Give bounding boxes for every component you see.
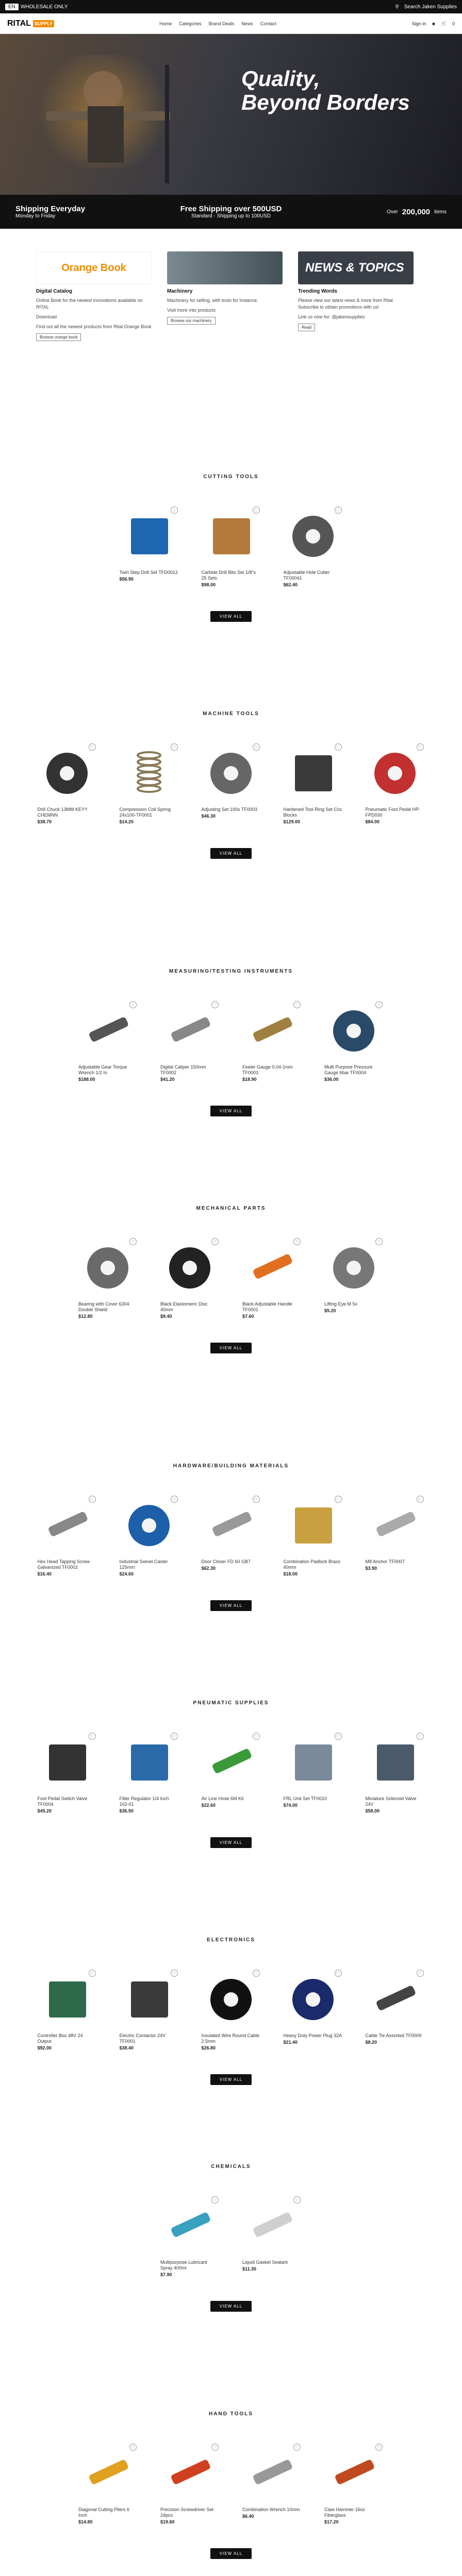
product-name[interactable]: Insulated Wire Round Cable 2.5mm	[201, 2033, 260, 2044]
product-image[interactable]	[324, 1000, 384, 1059]
product-row	[0, 505, 462, 587]
search-icon[interactable]: ⚲	[395, 4, 399, 10]
promo-image[interactable]: Orange Book	[36, 251, 152, 284]
product-price: $18.90	[242, 1077, 257, 1082]
product-name[interactable]: Miniature Solenoid Valve 24V	[365, 1796, 417, 1807]
nav-item-news[interactable]: News	[241, 21, 253, 26]
wishlist-heart-icon[interactable]: ♡	[417, 1733, 424, 1740]
product-card[interactable]	[324, 1237, 384, 1319]
product-card[interactable]	[284, 505, 343, 587]
product-card[interactable]	[284, 1969, 343, 2050]
promo-body: Online Book for the newest innovations available on RITAL	[36, 298, 143, 310]
product-image[interactable]	[242, 1237, 302, 1296]
product-price: $26.80	[201, 2045, 216, 2050]
product-name[interactable]: Lifting Eye M 5x	[324, 1301, 358, 1307]
product-row	[0, 1000, 462, 1082]
product-card[interactable]	[366, 1495, 425, 1577]
wishlist-heart-icon[interactable]: ♡	[171, 506, 178, 514]
items-prefix: Over	[387, 209, 398, 215]
wishlist-heart-icon[interactable]: ♡	[293, 2444, 301, 2451]
product-card[interactable]	[38, 1732, 97, 1814]
product-name[interactable]: M8 Anchor TF0007	[365, 1559, 405, 1564]
product-card[interactable]	[78, 2443, 138, 2524]
promo-button[interactable]: Browse our machinery	[167, 317, 216, 325]
product-card[interactable]	[202, 1969, 261, 2050]
product-price: $45.20	[37, 1808, 52, 1814]
product-price: $84.00	[365, 819, 380, 824]
product-section	[0, 2164, 462, 2312]
product-card[interactable]	[242, 2443, 302, 2524]
product-card[interactable]	[120, 1732, 179, 1814]
wishlist-heart-icon[interactable]: ♡	[335, 1733, 342, 1740]
wishlist-heart-icon[interactable]: ♡	[171, 743, 178, 751]
product-name[interactable]: Door Closer FD 60 GB7	[201, 1559, 251, 1564]
wishlist-heart-icon[interactable]: ♡	[293, 2196, 301, 2204]
shipping-title: Shipping Everyday	[15, 205, 86, 213]
product-section	[0, 1463, 462, 1611]
wishlist-heart-icon[interactable]: ♡	[417, 1970, 424, 1977]
product-name[interactable]: Combination Wrench 10mm	[242, 2507, 300, 2512]
product-image[interactable]	[38, 1969, 97, 2028]
wishlist-heart-icon[interactable]: ♡	[335, 743, 342, 751]
section-title: HARDWARE/BUILDING MATERIALS	[173, 1463, 289, 1469]
product-card[interactable]	[366, 1732, 425, 1814]
product-name[interactable]: Combination Padlock Brass 40mm	[283, 1559, 341, 1570]
promo-title: Digital Catalog	[36, 289, 73, 294]
product-price: $8.20	[365, 2040, 377, 2045]
wishlist-heart-icon[interactable]: ♡	[89, 1496, 96, 1503]
wishlist-heart-icon[interactable]: ♡	[171, 1970, 178, 1977]
view-all-button[interactable]: VIEW ALL	[210, 2074, 252, 2085]
product-card[interactable]	[38, 742, 97, 824]
product-name[interactable]: FRL Unit Set TF0010	[283, 1796, 327, 1801]
wishlist-heart-icon[interactable]: ♡	[89, 1733, 96, 1740]
product-price: $14.80	[78, 2519, 93, 2524]
product-price: $98.00	[201, 582, 216, 587]
product-price: $56.90	[119, 577, 134, 582]
product-name[interactable]: Liquid Gasket Sealant	[242, 2260, 288, 2265]
product-image[interactable]	[284, 1969, 343, 2028]
product-name[interactable]: Multipurpose Lubricant Spray 400ml	[160, 2260, 208, 2270]
nav-item-categories[interactable]: Categories	[179, 21, 202, 26]
wishlist-heart-icon[interactable]: ♡	[211, 2196, 219, 2204]
product-row	[0, 1969, 462, 2050]
search-label[interactable]: Search Jaken Supplies	[404, 4, 457, 10]
product-image[interactable]	[366, 1969, 425, 2028]
product-price: $7.60	[242, 1314, 254, 1319]
wishlist-heart-icon[interactable]: ♡	[293, 1001, 301, 1008]
product-card[interactable]	[242, 2195, 302, 2277]
product-card[interactable]	[120, 505, 179, 587]
nav-item-contact[interactable]: Contact	[260, 21, 276, 26]
product-image[interactable]	[366, 1495, 425, 1554]
wishlist-heart-icon[interactable]: ♡	[129, 1238, 137, 1245]
view-all-button[interactable]: VIEW ALL	[210, 1343, 252, 1353]
hero-banner	[0, 34, 462, 195]
wishlist-heart-icon[interactable]: ♡	[375, 2444, 383, 2451]
section-title: ELECTRONICS	[207, 1937, 255, 1943]
items-count: 200,000	[402, 207, 431, 216]
product-card[interactable]	[120, 1969, 179, 2050]
product-card[interactable]	[202, 1495, 261, 1577]
promo-button[interactable]: Browse orange book	[36, 333, 81, 341]
product-card[interactable]	[284, 742, 343, 824]
promo-image[interactable]: NEWS & TOPICS	[298, 251, 414, 284]
product-image[interactable]	[120, 1969, 179, 2028]
section-title: MEASURING/TESTING INSTRUMENTS	[169, 969, 293, 974]
product-card[interactable]	[366, 742, 425, 824]
product-price: $74.00	[283, 1803, 298, 1808]
product-price: $188.00	[78, 1077, 95, 1082]
product-image[interactable]	[120, 505, 179, 565]
product-price: $62.40	[283, 582, 298, 587]
user-icon[interactable]: ☻	[431, 21, 436, 26]
product-name[interactable]: Adjusting Set 100x TF0003	[201, 807, 257, 812]
product-image[interactable]	[38, 1495, 97, 1554]
product-name[interactable]: Heavy Duty Power Plug 32A	[283, 2033, 342, 2038]
wishlist-heart-icon[interactable]: ♡	[211, 2444, 219, 2451]
product-name[interactable]: Electric Contactor 24V TF0001	[119, 2033, 166, 2044]
product-name[interactable]: Black Adjustable Handle TF0001	[242, 1301, 293, 1312]
wishlist-heart-icon[interactable]: ♡	[253, 506, 260, 514]
product-price: $5.20	[324, 1308, 336, 1313]
product-card[interactable]	[324, 2443, 384, 2524]
product-card[interactable]	[284, 1732, 343, 1814]
view-all-button[interactable]: VIEW ALL	[210, 1837, 252, 1848]
hero-worker-illustration	[0, 34, 462, 195]
product-price: $38.40	[119, 2045, 134, 2050]
product-name[interactable]: Controller Box 48V 24 Output	[37, 2033, 83, 2044]
product-name[interactable]: Pneumatic Foot Pedal HP-FPD030	[365, 807, 421, 818]
free-shipping-sub: Standard - Shipping up to 100USD	[191, 213, 271, 219]
promo-extra: Download	[36, 314, 57, 319]
product-price: $7.90	[160, 2272, 172, 2277]
section-title: CHEMICALS	[211, 2164, 251, 2170]
product-price: $58.00	[365, 1808, 380, 1814]
section-title: PNEUMATIC SUPPLIES	[193, 1700, 269, 1706]
promo-extra: Link us now for: @jakensupplies	[298, 314, 365, 319]
wishlist-heart-icon[interactable]: ♡	[335, 1496, 342, 1503]
promo-body: Machinery for selling, with tools for instance.	[167, 298, 258, 303]
items-suffix: items	[434, 209, 447, 215]
product-section	[0, 474, 462, 622]
product-card[interactable]	[202, 1732, 261, 1814]
account-link[interactable]: Sign in	[411, 21, 426, 26]
product-card[interactable]	[284, 1495, 343, 1577]
site-header	[0, 13, 462, 34]
product-price: $9.40	[160, 1314, 172, 1319]
product-row	[0, 1495, 462, 1577]
product-name[interactable]: Adjustable Hole Cutter TF00041	[283, 570, 330, 581]
product-card[interactable]	[324, 1000, 384, 1082]
product-name[interactable]: Precision Screwdriver Set 24pcs	[160, 2507, 214, 2518]
promo-extra: Visit more into products	[167, 308, 216, 313]
promo-card	[36, 251, 152, 340]
shipping-sub: Monday to Friday	[15, 213, 56, 219]
product-image[interactable]	[202, 1969, 261, 2028]
wishlist-heart-icon[interactable]: ♡	[171, 1496, 178, 1503]
product-image[interactable]	[366, 1732, 425, 1791]
product-image[interactable]	[284, 505, 343, 565]
product-price: $92.00	[37, 2045, 52, 2050]
product-image[interactable]	[202, 505, 261, 565]
product-image[interactable]	[284, 1495, 343, 1554]
promo-button[interactable]: Read	[298, 324, 315, 331]
product-section	[0, 1206, 462, 1353]
product-image[interactable]	[120, 742, 179, 802]
product-card[interactable]	[160, 1237, 220, 1319]
nav-item-brand-deals[interactable]: Brand Deals	[208, 21, 235, 26]
section-title: MECHANICAL PARTS	[196, 1206, 266, 1211]
product-name[interactable]: Foot Pedal Switch Valve TF0004	[37, 1796, 88, 1807]
product-image[interactable]	[284, 1732, 343, 1791]
product-name[interactable]: Twin Step Drill Set TFD0012	[119, 570, 178, 575]
wishlist-heart-icon[interactable]: ♡	[211, 1001, 219, 1008]
product-price: $18.00	[283, 1571, 298, 1577]
product-row	[0, 1732, 462, 1814]
wishlist-heart-icon[interactable]: ♡	[129, 2444, 137, 2451]
product-price: $16.40	[37, 1571, 52, 1577]
product-card[interactable]	[160, 2195, 220, 2277]
wishlist-heart-icon[interactable]: ♡	[417, 743, 424, 751]
product-price: $3.90	[365, 1566, 377, 1571]
product-card[interactable]	[366, 1969, 425, 2050]
product-image[interactable]	[160, 1237, 220, 1296]
wishlist-heart-icon[interactable]: ♡	[171, 1733, 178, 1740]
product-card[interactable]	[160, 2443, 220, 2524]
free-shipping-title: Free Shipping over 500USD	[180, 205, 282, 213]
product-price: $46.30	[201, 814, 216, 819]
product-card[interactable]	[78, 1000, 138, 1082]
product-image[interactable]	[202, 742, 261, 802]
promo-card	[167, 251, 283, 333]
info-strip	[0, 195, 462, 229]
product-name[interactable]: Hex Head Tapping Screw Galvanized TF0002	[37, 1559, 90, 1570]
product-name[interactable]: Drill Chuck 13MM KEYY CHEMNN	[37, 807, 88, 818]
product-card[interactable]	[242, 1237, 302, 1319]
section-title: HAND TOOLS	[209, 2411, 253, 2417]
view-all-button[interactable]: VIEW ALL	[210, 2301, 252, 2312]
product-image[interactable]	[160, 2195, 220, 2255]
product-name[interactable]: Digital Caliper 150mm TF0002	[160, 1064, 206, 1075]
product-price: $21.40	[283, 2040, 298, 2045]
product-name[interactable]: Adjustable Gear Torque Wrench 1/2 In	[78, 1064, 127, 1075]
product-card[interactable]	[202, 505, 261, 587]
product-image[interactable]	[78, 1000, 138, 1059]
wishlist-heart-icon[interactable]: ♡	[253, 1496, 260, 1503]
wishlist-heart-icon[interactable]: ♡	[335, 506, 342, 514]
product-card[interactable]	[120, 742, 179, 824]
view-all-button[interactable]: VIEW ALL	[210, 2548, 252, 2559]
product-section	[0, 711, 462, 859]
product-image[interactable]	[160, 1000, 220, 1059]
product-price: $24.60	[119, 1571, 134, 1577]
view-all-button[interactable]: VIEW ALL	[210, 1106, 252, 1116]
product-image[interactable]	[160, 2443, 220, 2502]
wishlist-heart-icon[interactable]: ♡	[335, 1970, 342, 1977]
product-section	[0, 1937, 462, 2085]
wishlist-heart-icon[interactable]: ♡	[253, 743, 260, 751]
wishlist-heart-icon[interactable]: ♡	[253, 1733, 260, 1740]
product-name[interactable]: Industrial Swivel Caster 125mm	[119, 1559, 168, 1570]
product-price: $62.30	[201, 1566, 216, 1571]
wishlist-heart-icon[interactable]: ♡	[211, 1238, 219, 1245]
product-price: $17.20	[324, 2519, 339, 2524]
product-image[interactable]	[38, 1732, 97, 1791]
wishlist-heart-icon[interactable]: ♡	[293, 1238, 301, 1245]
promo-title: Machinery	[167, 289, 193, 294]
product-price: $38.70	[37, 819, 52, 824]
wishlist-heart-icon[interactable]: ♡	[253, 1970, 260, 1977]
view-all-button[interactable]: VIEW ALL	[210, 1600, 252, 1611]
wishlist-heart-icon[interactable]: ♡	[375, 1001, 383, 1008]
product-card[interactable]	[202, 742, 261, 824]
product-row	[0, 1237, 462, 1319]
product-name[interactable]: Feeler Gauge 0.04-1mm TF0003	[242, 1064, 293, 1075]
product-image[interactable]	[38, 742, 97, 802]
wholesale-note: WHOLESALE ONLY	[20, 4, 68, 10]
product-price: $22.60	[201, 1803, 216, 1808]
product-image[interactable]	[202, 1495, 261, 1554]
cart-count: 0	[452, 21, 455, 26]
promo-extra2: Find out all the newest products from Rital Orange Book	[36, 324, 152, 329]
product-image[interactable]	[284, 742, 343, 802]
product-price: $11.30	[242, 2266, 257, 2272]
promo-image[interactable]	[167, 251, 283, 284]
wishlist-heart-icon[interactable]: ♡	[89, 1970, 96, 1977]
product-image[interactable]	[78, 1237, 138, 1296]
product-card[interactable]	[160, 1000, 220, 1082]
product-section	[0, 1700, 462, 1848]
product-image[interactable]	[120, 1495, 179, 1554]
promo-body: Please view our latest news & more from Rital. Subscribe to obtain promotions with us!	[298, 298, 394, 310]
product-image[interactable]	[242, 2195, 302, 2255]
section-title: CUTTING TOOLS	[203, 474, 259, 480]
wishlist-heart-icon[interactable]: ♡	[375, 1238, 383, 1245]
promo-card	[298, 251, 414, 333]
language-selector[interactable]: EN	[5, 4, 19, 10]
wishlist-heart-icon[interactable]: ♡	[417, 1496, 424, 1503]
product-row	[0, 2443, 462, 2524]
product-name[interactable]: Multi Purpose Pressure Gauge 6bar TF0004	[324, 1064, 373, 1075]
promo-title: Trending Words	[298, 289, 337, 294]
product-row	[0, 2195, 462, 2277]
product-price: $36.00	[324, 1077, 339, 1082]
product-card[interactable]	[78, 1237, 138, 1319]
product-image[interactable]	[202, 1732, 261, 1791]
product-section	[0, 969, 462, 1116]
section-title: MACHINE TOOLS	[203, 711, 259, 717]
product-price: $129.00	[283, 819, 301, 824]
top-bar	[0, 0, 462, 13]
product-card[interactable]	[242, 1000, 302, 1082]
wishlist-heart-icon[interactable]: ♡	[129, 1001, 137, 1008]
product-image[interactable]	[242, 2443, 302, 2502]
product-price: $41.20	[160, 1077, 175, 1082]
product-image[interactable]	[324, 1237, 384, 1296]
product-price: $36.50	[119, 1808, 134, 1814]
product-price: $19.60	[160, 2519, 175, 2524]
product-name[interactable]: Carbide Drill Bits Set 1/8"x 25 Sets	[201, 570, 256, 581]
product-card[interactable]	[38, 1495, 97, 1577]
product-section	[0, 2411, 462, 2559]
product-name[interactable]: Air Line Hose 6M Kit	[201, 1796, 244, 1801]
view-all-button[interactable]: VIEW ALL	[210, 611, 252, 622]
product-name[interactable]: Claw Hammer 16oz Fiberglass	[324, 2507, 366, 2518]
product-price: $6.40	[242, 2514, 254, 2519]
product-image[interactable]	[366, 742, 425, 802]
product-image[interactable]	[78, 2443, 138, 2502]
wishlist-heart-icon[interactable]: ♡	[89, 743, 96, 751]
view-all-button[interactable]: VIEW ALL	[210, 848, 252, 859]
product-price: $14.20	[119, 819, 134, 824]
product-name[interactable]: Bearing with Cover 6304 Double Shield	[78, 1301, 129, 1312]
product-name[interactable]: Filter Regulator 1/4 Inch 102-01	[119, 1796, 169, 1807]
product-image[interactable]	[242, 1000, 302, 1059]
product-image[interactable]	[324, 2443, 384, 2502]
nav-item-home[interactable]: Home	[159, 21, 172, 26]
product-card[interactable]	[120, 1495, 179, 1577]
product-row	[0, 742, 462, 824]
product-price: $12.80	[78, 1314, 93, 1319]
product-name[interactable]: Cable Tie Assorted TF0009	[365, 2033, 422, 2038]
product-name[interactable]: Hardened Tool Ring Set Cnc Blocks	[283, 807, 342, 818]
cart-icon[interactable]: 🛒	[441, 21, 447, 26]
product-card[interactable]	[38, 1969, 97, 2050]
main-nav	[159, 21, 276, 26]
product-name[interactable]: Diagonal Cutting Pliers 6 Inch	[78, 2507, 130, 2518]
logo[interactable]: RITAL SUPPLY	[7, 19, 54, 28]
hero-title: Quality, Beyond Borders	[241, 66, 410, 114]
product-name[interactable]: Compression Coil Spring 24x100-TF0001	[119, 807, 171, 818]
promo-row	[0, 229, 462, 340]
product-image[interactable]	[120, 1732, 179, 1791]
product-name[interactable]: Black Elastomeric Disc 40mm	[160, 1301, 208, 1312]
